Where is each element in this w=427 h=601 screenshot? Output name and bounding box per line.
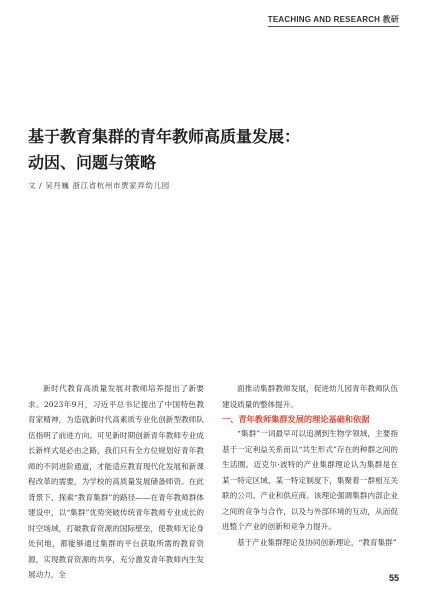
- header-label-en: TEACHING AND RESEARCH: [267, 15, 381, 24]
- right-paragraph-3: 基于产业集群理论及协同创新理论，“教育集群”: [237, 537, 397, 547]
- running-header: [268, 14, 399, 25]
- article-title: [28, 124, 398, 176]
- section-heading: 一、青年教师集群发展的理论基础和依据: [222, 414, 370, 424]
- header-rule: [268, 26, 399, 27]
- left-column: [28, 381, 204, 583]
- right-column: [222, 381, 398, 550]
- page-number: 55: [388, 573, 399, 583]
- header-label-cn: 教研: [382, 15, 399, 24]
- right-paragraph-1: 面推动集群教师发展，促进幼儿园青年教师队伍建设质量的整体提升。: [222, 384, 398, 409]
- title-line-2: 动因、问题与策略: [28, 153, 157, 172]
- title-line-1: 基于教育集群的青年教师高质量发展：: [28, 127, 301, 146]
- byline: 文 / 吴丹巍 浙江省杭州市贾家弄幼儿园: [28, 181, 170, 190]
- right-paragraph-2: “集群”一词最早可以追溯到生物学领域，主要指基于一定利益关系而以“共生形式”存在的种群之间的生活圈。迈克尔·波特的产业集群理论认为集群是在某一特定区域、某一特定制度下，集聚着一群相互关联的公司、产业和供应商。该理论强调集群内部企业之间的竞争与合作，以及与外部环境的互动，从而促进整个产业的创新和竞争力提升。: [222, 429, 398, 531]
- left-paragraph: 新时代教育高质量发展对教师培养提出了新要求。2023年9月，习近平总书记提出了中国特色教育家精神，为造就新时代高素质专业化创新型教师队伍指明了前进方向。可见新时期创新青年教师专业成长新样式是必由之路，我们只有全方位规划好青年教师的不同进阶通道，才能适应教育现代化发展和新课程改革的需要，为学校的高质量发展储备师资。在此背景下，探索“教育集群”的路径——在青年教师群体建设中，以“集群”优势突破传统青年教师专业成长的时空场域，打破教育资源的国际壁垒，使教师无论身处何地，都能够通过集群的平台获取所需的教育资源，实现教育资源的共享，充分激发青年教师内生发展动力，全: [28, 384, 204, 579]
